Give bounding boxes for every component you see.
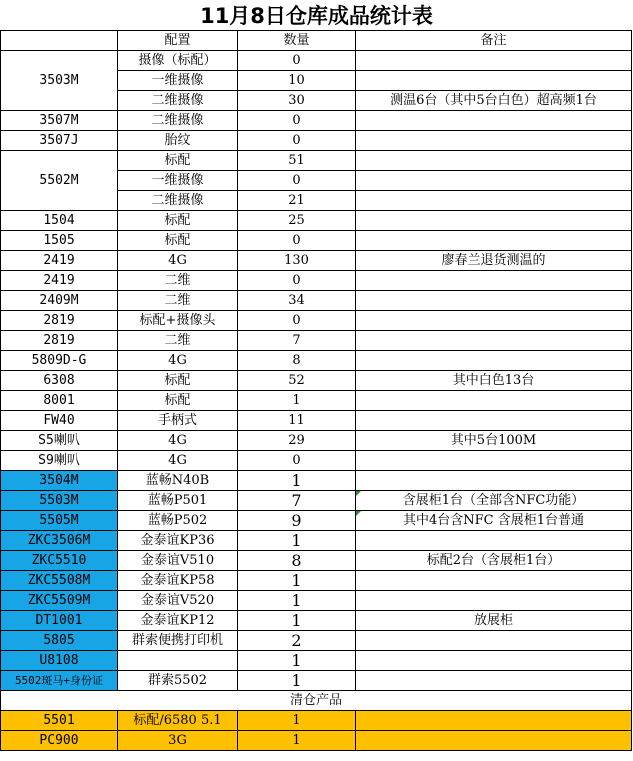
- qty-cell[interactable]: 34: [238, 291, 356, 311]
- config-cell[interactable]: 4G: [118, 431, 238, 451]
- note-cell[interactable]: [356, 591, 632, 611]
- inventory-table: [0, 30, 632, 751]
- note-cell[interactable]: [356, 151, 632, 171]
- model-cell[interactable]: ZKC5508M: [1, 571, 118, 591]
- qty-cell[interactable]: 29: [238, 431, 356, 451]
- note-cell[interactable]: [356, 471, 632, 491]
- table-row: [1, 431, 632, 451]
- config-cell[interactable]: 标配: [118, 151, 238, 171]
- config-cell[interactable]: 摄像（标配）: [118, 51, 238, 71]
- note-cell[interactable]: [356, 571, 632, 591]
- qty-cell[interactable]: 1: [238, 651, 356, 671]
- config-cell[interactable]: 群索5502: [118, 671, 238, 691]
- note-cell[interactable]: [356, 311, 632, 331]
- table-row: [1, 451, 632, 471]
- table-row: [1, 651, 632, 671]
- note-cell[interactable]: [356, 51, 632, 71]
- qty-cell[interactable]: 1: [238, 471, 356, 491]
- note-cell[interactable]: [356, 231, 632, 251]
- qty-cell[interactable]: 0: [238, 171, 356, 191]
- qty-cell[interactable]: 0: [238, 111, 356, 131]
- model-cell[interactable]: 5502M: [1, 151, 118, 211]
- table-row: [1, 271, 632, 291]
- comment-marker-icon: [356, 511, 361, 516]
- config-cell[interactable]: 金泰谊KP58: [118, 571, 238, 591]
- model-cell[interactable]: 5505M: [1, 511, 118, 531]
- qty-cell[interactable]: 9: [238, 511, 356, 531]
- table-row: [1, 391, 632, 411]
- note-cell[interactable]: 标配2台（含展柜1台）: [356, 551, 632, 571]
- table-row: [1, 331, 632, 351]
- table-row: [1, 511, 632, 531]
- model-cell[interactable]: 2819: [1, 331, 118, 351]
- note-cell[interactable]: 其中白色13台: [356, 371, 632, 391]
- config-cell[interactable]: 二维摄像: [118, 91, 238, 111]
- table-row: [1, 611, 632, 631]
- note-cell[interactable]: [356, 711, 632, 731]
- qty-cell[interactable]: 7: [238, 491, 356, 511]
- model-cell[interactable]: 3507J: [1, 131, 118, 151]
- model-cell[interactable]: S5喇叭: [1, 431, 118, 451]
- note-cell[interactable]: 其中5台100M: [356, 431, 632, 451]
- qty-cell[interactable]: 1: [238, 731, 356, 751]
- qty-cell[interactable]: 0: [238, 131, 356, 151]
- config-cell[interactable]: 4G: [118, 451, 238, 471]
- model-cell[interactable]: S9喇叭: [1, 451, 118, 471]
- note-cell[interactable]: [356, 71, 632, 91]
- model-cell[interactable]: 6308: [1, 371, 118, 391]
- model-cell[interactable]: 3504M: [1, 471, 118, 491]
- table-row: [1, 251, 632, 271]
- model-cell[interactable]: 3503M: [1, 51, 118, 111]
- config-cell[interactable]: 二维摄像: [118, 111, 238, 131]
- table-row: [1, 551, 632, 571]
- model-cell[interactable]: 1505: [1, 231, 118, 251]
- config-cell[interactable]: 3G: [118, 731, 238, 751]
- note-cell[interactable]: [356, 291, 632, 311]
- table-row: [1, 151, 632, 171]
- config-cell[interactable]: 标配/6580 5.1: [118, 711, 238, 731]
- model-cell[interactable]: 2819: [1, 311, 118, 331]
- qty-cell[interactable]: 30: [238, 91, 356, 111]
- note-cell[interactable]: [356, 631, 632, 651]
- qty-cell[interactable]: 0: [238, 271, 356, 291]
- model-cell[interactable]: 2419: [1, 251, 118, 271]
- qty-cell[interactable]: 21: [238, 191, 356, 211]
- config-cell[interactable]: 二维: [118, 271, 238, 291]
- comment-marker-icon: [356, 491, 361, 496]
- note-cell[interactable]: [356, 451, 632, 471]
- note-cell[interactable]: [356, 651, 632, 671]
- model-cell[interactable]: 5805: [1, 631, 118, 651]
- clearance-section-row: [1, 691, 632, 711]
- config-cell[interactable]: 金泰谊V520: [118, 591, 238, 611]
- note-cell[interactable]: [356, 191, 632, 211]
- model-cell[interactable]: 5502斑马+身份证: [1, 671, 118, 691]
- table-row: [1, 231, 632, 251]
- config-cell[interactable]: 群索便携打印机: [118, 631, 238, 651]
- note-cell[interactable]: [356, 391, 632, 411]
- config-cell[interactable]: 蓝畅P501: [118, 491, 238, 511]
- note-cell[interactable]: [356, 671, 632, 691]
- note-cell[interactable]: 廖春兰退货测温的: [356, 251, 632, 271]
- model-cell[interactable]: PC900: [1, 731, 118, 751]
- model-cell[interactable]: 8001: [1, 391, 118, 411]
- model-cell[interactable]: ZKC5510: [1, 551, 118, 571]
- header-note[interactable]: 备注: [356, 31, 632, 51]
- config-cell[interactable]: 标配: [118, 231, 238, 251]
- note-cell[interactable]: [356, 211, 632, 231]
- table-row: [1, 371, 632, 391]
- note-cell[interactable]: [356, 731, 632, 751]
- qty-cell[interactable]: 8: [238, 551, 356, 571]
- qty-cell[interactable]: 0: [238, 231, 356, 251]
- clearance-row: [1, 731, 632, 751]
- config-cell[interactable]: 金泰谊KP36: [118, 531, 238, 551]
- header-qty[interactable]: 数量: [238, 31, 356, 51]
- table-row: [1, 291, 632, 311]
- qty-cell[interactable]: 1: [238, 671, 356, 691]
- table-row: [1, 51, 632, 71]
- note-cell[interactable]: [356, 111, 632, 131]
- model-cell[interactable]: 5809D-G: [1, 351, 118, 371]
- qty-cell[interactable]: 25: [238, 211, 356, 231]
- table-row: [1, 411, 632, 431]
- table-row: [1, 491, 632, 511]
- model-cell[interactable]: ZKC3506M: [1, 531, 118, 551]
- note-cell[interactable]: 含展柜1台（全部含NFC功能）: [356, 491, 632, 511]
- model-cell[interactable]: 5501: [1, 711, 118, 731]
- table-row: [1, 571, 632, 591]
- qty-cell[interactable]: 0: [238, 311, 356, 331]
- table-row: [1, 671, 632, 691]
- qty-cell[interactable]: 10: [238, 71, 356, 91]
- config-cell[interactable]: [118, 651, 238, 671]
- table-row: [1, 131, 632, 151]
- config-cell[interactable]: 二维: [118, 291, 238, 311]
- config-cell[interactable]: 蓝畅N40B: [118, 471, 238, 491]
- note-cell[interactable]: [356, 271, 632, 291]
- qty-cell[interactable]: 1: [238, 571, 356, 591]
- note-cell[interactable]: [356, 411, 632, 431]
- model-cell[interactable]: 5503M: [1, 491, 118, 511]
- qty-cell[interactable]: 1: [238, 531, 356, 551]
- config-cell[interactable]: 胎纹: [118, 131, 238, 151]
- qty-cell[interactable]: 7: [238, 331, 356, 351]
- qty-cell[interactable]: 0: [238, 51, 356, 71]
- qty-cell[interactable]: 130: [238, 251, 356, 271]
- config-cell[interactable]: 手柄式: [118, 411, 238, 431]
- config-cell[interactable]: 4G: [118, 251, 238, 271]
- qty-cell[interactable]: 1: [238, 611, 356, 631]
- table-row: [1, 111, 632, 131]
- note-cell[interactable]: [356, 131, 632, 151]
- config-cell[interactable]: 标配: [118, 391, 238, 411]
- table-row: [1, 211, 632, 231]
- qty-cell[interactable]: 8: [238, 351, 356, 371]
- model-cell[interactable]: U8108: [1, 651, 118, 671]
- qty-cell[interactable]: 1: [238, 391, 356, 411]
- qty-cell[interactable]: 0: [238, 451, 356, 471]
- qty-cell[interactable]: 1: [238, 711, 356, 731]
- header-row: [1, 31, 632, 51]
- model-cell[interactable]: FW40: [1, 411, 118, 431]
- config-cell[interactable]: 标配+摄像头: [118, 311, 238, 331]
- model-cell[interactable]: 2409M: [1, 291, 118, 311]
- config-cell[interactable]: 一维摄像: [118, 171, 238, 191]
- model-cell[interactable]: DT1001: [1, 611, 118, 631]
- note-cell[interactable]: 放展柜: [356, 611, 632, 631]
- header-config[interactable]: 配置: [118, 31, 238, 51]
- note-cell[interactable]: 测温6台（其中5台白色）超高频1台: [356, 91, 632, 111]
- config-cell[interactable]: 金泰谊V510: [118, 551, 238, 571]
- table-row: [1, 631, 632, 651]
- qty-cell[interactable]: 51: [238, 151, 356, 171]
- qty-cell[interactable]: 1: [238, 591, 356, 611]
- qty-cell[interactable]: 2: [238, 631, 356, 651]
- note-cell[interactable]: [356, 531, 632, 551]
- model-cell[interactable]: 2419: [1, 271, 118, 291]
- qty-cell[interactable]: 11: [238, 411, 356, 431]
- config-cell[interactable]: 标配: [118, 371, 238, 391]
- clearance-row: [1, 711, 632, 731]
- note-cell[interactable]: [356, 171, 632, 191]
- note-cell[interactable]: 其中4台含NFC 含展柜1台普通: [356, 511, 632, 531]
- table-row: [1, 531, 632, 551]
- table-row: [1, 471, 632, 491]
- sheet-title: 11月8日仓库成品统计表: [200, 4, 433, 28]
- config-cell[interactable]: 二维: [118, 331, 238, 351]
- table-row: [1, 311, 632, 331]
- note-cell[interactable]: [356, 351, 632, 371]
- table-row: [1, 351, 632, 371]
- config-cell[interactable]: 蓝畅P502: [118, 511, 238, 531]
- model-cell[interactable]: ZKC5509M: [1, 591, 118, 611]
- model-cell[interactable]: 1504: [1, 211, 118, 231]
- model-cell[interactable]: 3507M: [1, 111, 118, 131]
- config-cell[interactable]: 4G: [118, 351, 238, 371]
- config-cell[interactable]: 标配: [118, 211, 238, 231]
- table-row: [1, 591, 632, 611]
- clearance-label[interactable]: 清仓产品: [1, 691, 632, 711]
- config-cell[interactable]: 一维摄像: [118, 71, 238, 91]
- qty-cell[interactable]: 52: [238, 371, 356, 391]
- note-cell[interactable]: [356, 331, 632, 351]
- header-model[interactable]: [1, 31, 118, 51]
- config-cell[interactable]: 金泰谊KP12: [118, 611, 238, 631]
- config-cell[interactable]: 二维摄像: [118, 191, 238, 211]
